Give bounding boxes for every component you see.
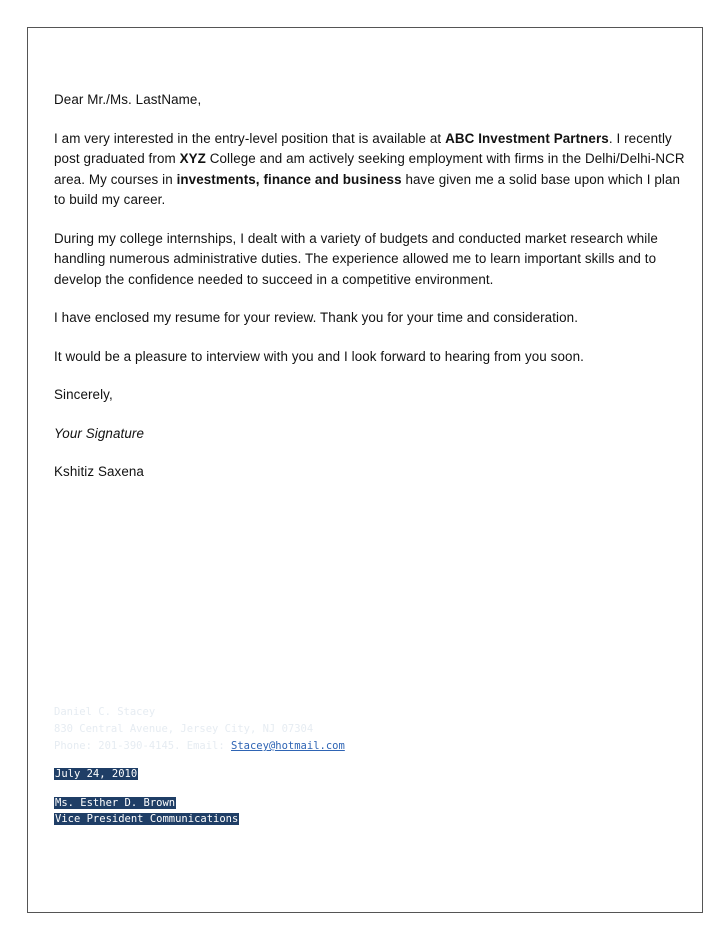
courses: investments, finance and business <box>176 171 402 187</box>
signature: Your Signature <box>54 425 144 441</box>
faded-name: Daniel C. Stacey <box>54 706 156 718</box>
recipient-block <box>54 795 239 827</box>
closing: Sincerely, <box>54 387 113 402</box>
faded-phone: Phone: 201-390-4145. Email: <box>54 740 232 752</box>
email-link[interactable]: Stacey@hotmail.com <box>231 740 345 752</box>
paragraph-resume: I have enclosed my resume for your review. Thank you for your time and consideration. <box>54 310 579 325</box>
recipient-name: Ms. Esther D. Brown <box>55 797 176 809</box>
recipient-title: Vice President Communications <box>55 813 239 825</box>
paragraph-intro <box>54 129 694 211</box>
company-name: ABC Investment Partners <box>445 130 609 146</box>
date-text: July 24, 2010 <box>55 768 138 780</box>
faded-address-block <box>54 704 345 755</box>
intro-text-2: . I recently post graduated from <box>54 130 672 166</box>
letter-body <box>54 90 694 501</box>
salutation: Dear Mr./Ms. LastName, <box>54 92 202 107</box>
intro-text-4: have given me a solid base upon which I plan to build my career. <box>54 171 681 207</box>
sender-name: Kshitiz Saxena <box>54 464 144 479</box>
intro-text-1: I am very interested in the entry-level position that is available at <box>54 130 446 146</box>
intro-text-3: College and am actively seeking employment with firms in the Delhi/Delhi-NCR area. My courses in <box>54 151 685 187</box>
faded-contact <box>54 738 345 755</box>
paragraph-experience: During my college internships, I dealt with a variety of budgets and conducted market research while handling numerous administrative duties. The experience allowed me to learn important skills and to develop the confidence needed to succeed in a competitive environment. <box>54 230 658 287</box>
paragraph-interview: It would be a pleasure to interview with you and I look forward to hearing from you soon. <box>54 348 584 364</box>
college-name: XYZ <box>179 151 206 166</box>
date-line <box>54 766 138 782</box>
faded-address: 830 Central Avenue, Jersey City, NJ 07304 <box>54 723 314 735</box>
